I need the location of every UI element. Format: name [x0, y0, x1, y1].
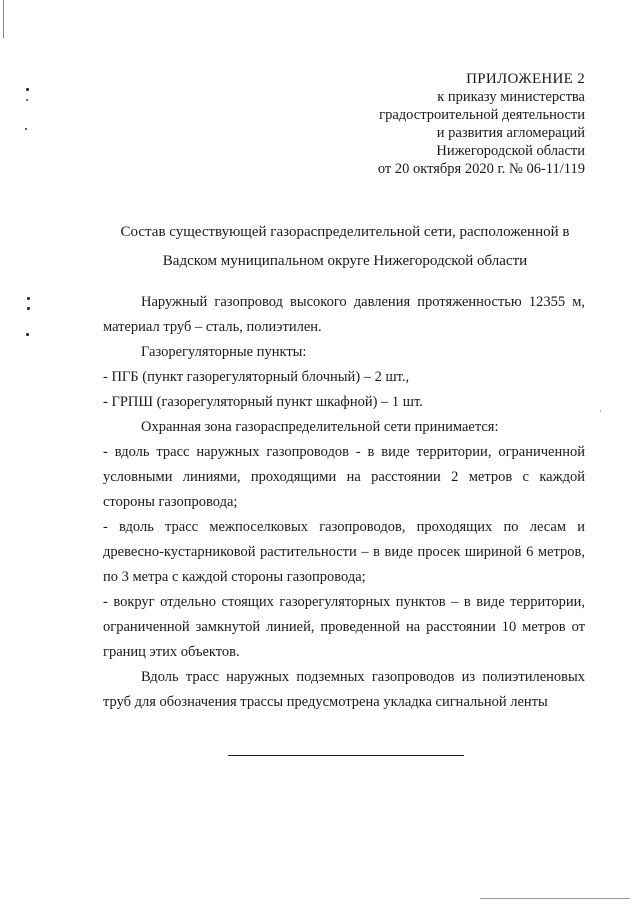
list-item-intersettlement-pipelines: - вдоль трасс межпоселковых газопроводов, проходящих по лесам и древесно-кустарниковой растительности – в виде просек шириной 6 метров, по 3 метра с каждой стороны газопровода;: [103, 519, 585, 585]
paragraph-pipeline: Наружный газопровод высокого давления протяженностью 12355 м, материал труб – сталь, полиэтилен.: [103, 294, 585, 335]
list-item-outer-pipelines: - вдоль трасс наружных газопроводов - в виде территории, ограниченной условными линиями, проходящими на расстоянии 2 метров с каждой стороны газопровода;: [103, 444, 585, 510]
header-line: и развития агломераций: [436, 125, 585, 141]
scan-speck: [27, 307, 30, 310]
scan-speck: [27, 297, 30, 300]
list-item-regulator-zone: - вокруг отдельно стоящих газорегуляторных пунктов – в виде территории, ограниченной замкнутой линией, проведенной на расстоянии 10 метров от границ этих объектов.: [103, 594, 585, 660]
list-item-grpsh: - ГРПШ (газорегуляторный пункт шкафной) – 1 шт.: [103, 394, 423, 410]
header-order-date: от 20 октября 2020 г. № 06-11/119: [377, 161, 585, 177]
scan-edge-line: [3, 0, 4, 38]
scan-speck: [25, 128, 27, 130]
scan-speck: [26, 88, 29, 91]
scan-bottom-rule: [480, 898, 630, 899]
appendix-header: [378, 70, 585, 178]
header-line: градостроительной деятельности: [379, 107, 585, 123]
header-line: Нижегородской области: [436, 143, 585, 159]
appendix-number: ПРИЛОЖЕНИЕ 2: [466, 71, 585, 87]
paragraph-protection-zone: Охранная зона газораспределительной сети принимается:: [141, 419, 499, 435]
title-line: Вадском муниципальном округе Нижегородской области: [162, 253, 528, 269]
scan-speck: [26, 333, 29, 336]
paragraph-signal-tape: Вдоль трасс наружных подземных газопроводов из полиэтиленовых труб для обозначения трассы предусмотрена укладка сигнальной ленты: [103, 669, 585, 710]
document-body: [103, 290, 585, 715]
scan-speck: [600, 410, 601, 412]
document-title: [110, 218, 580, 276]
closing-rule: [228, 755, 464, 756]
list-item-pgb: - ПГБ (пункт газорегуляторный блочный) – 2 шт.,: [103, 369, 410, 385]
header-line: к приказу министерства: [437, 89, 585, 105]
title-line: Состав существующей газораспределительной сети, расположенной в: [120, 224, 570, 240]
scan-speck: [26, 99, 28, 101]
paragraph-regulator-points: Газорегуляторные пункты:: [141, 344, 307, 360]
